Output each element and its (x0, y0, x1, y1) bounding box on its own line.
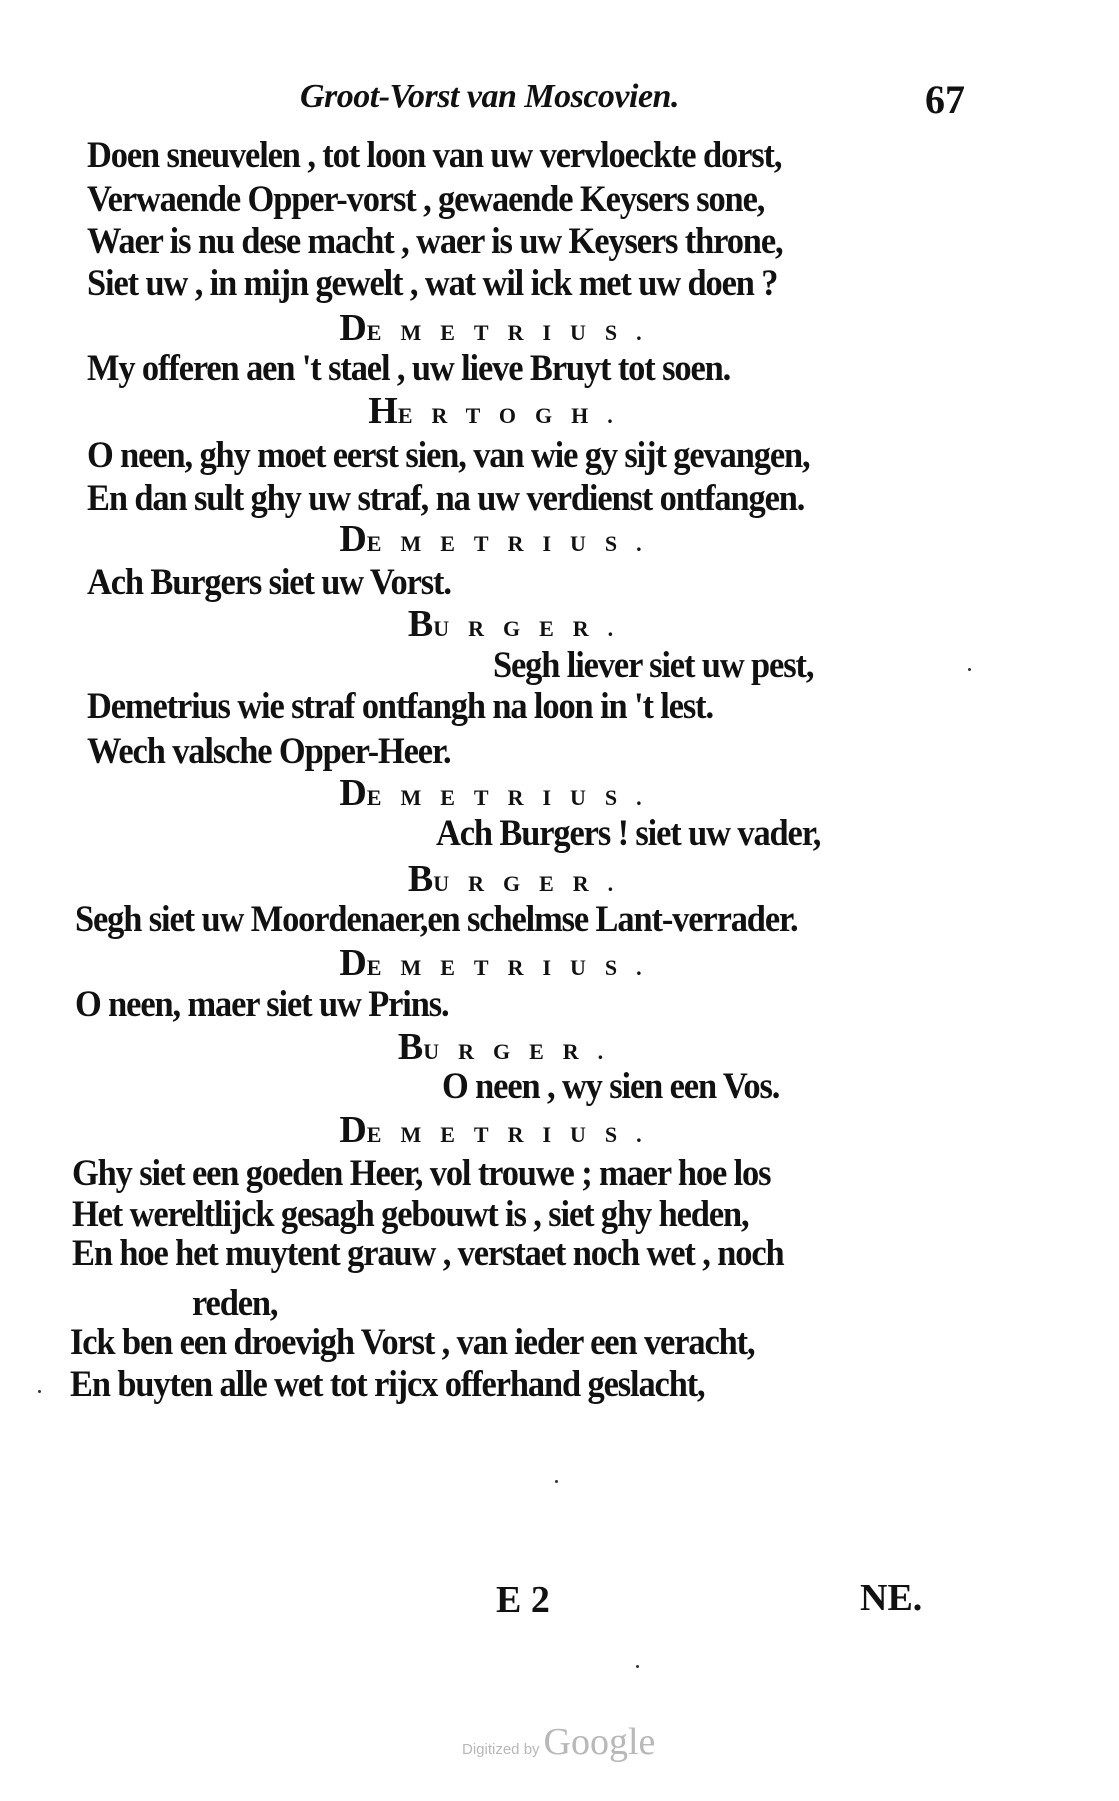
speaker-initial: H (368, 390, 398, 432)
verse-line: Het wereltlijck gesagh gebouwt is , siet ghy heden, (72, 1194, 749, 1235)
verse-line: Doen sneuvelen , tot loon van uw vervloeckte dorst, (87, 135, 782, 176)
speaker-initial: D (339, 307, 367, 349)
ink-speck (555, 1480, 558, 1483)
verse-line: En buyten alle wet tot rijcx offerhand geslacht, (70, 1364, 705, 1405)
verse-line: Segh liever siet uw pest, (493, 645, 814, 686)
speaker-heading (0, 1108, 1000, 1152)
verse-line: O neen, maer siet uw Prins. (75, 984, 449, 1025)
verse-line: Verwaende Opper-vorst , gewaende Keysers sone, (87, 179, 765, 220)
speaker-initial: B (407, 858, 434, 900)
speaker-rest: EMETRIUS. (366, 785, 661, 810)
verse-line: Ghy siet een goeden Heer, vol trouwe ; maer hoe los (72, 1153, 771, 1194)
watermark-small: Digitized by (462, 1741, 540, 1758)
speaker-heading (0, 389, 1000, 433)
speaker-initial: D (339, 518, 367, 560)
speaker-rest: URGER. (433, 871, 633, 896)
speaker-heading (20, 602, 1020, 646)
watermark-google: Google (543, 1721, 656, 1763)
speaker-heading (0, 306, 1000, 350)
speaker-initial: D (339, 942, 367, 984)
speaker-rest: EMETRIUS. (366, 531, 661, 556)
speaker-initial: B (397, 1026, 424, 1068)
speaker-rest: URGER. (433, 616, 633, 641)
speaker-heading (0, 771, 1000, 815)
speaker-rest: EMETRIUS. (366, 1122, 661, 1147)
speaker-rest: ERTOGH. (397, 403, 632, 428)
ink-speck (968, 668, 971, 671)
speaker-heading (0, 941, 1000, 985)
verse-line: O neen , wy sien een Vos. (442, 1066, 780, 1107)
verse-line: En hoe het muytent grauw , verstaet noch wet , noch (72, 1233, 784, 1274)
verse-line: Wech valsche Opper-Heer. (87, 731, 451, 772)
verse-line: En dan sult ghy uw straf, na uw verdienst ontfangen. (87, 478, 805, 519)
speaker-rest: URGER. (423, 1039, 623, 1064)
verse-line: reden, (192, 1283, 278, 1324)
verse-line: Segh siet uw Moordenaer,en schelmse Lant-verrader. (75, 899, 798, 940)
speaker-heading (0, 517, 1000, 561)
running-title: Groot-Vorst van Moscovien. (300, 78, 679, 115)
verse-line: Demetrius wie straf ontfangh na loon in 't lest. (87, 686, 714, 727)
speaker-heading (10, 1025, 1010, 1069)
verse-line: Waer is nu dese macht , waer is uw Keysers throne, (87, 221, 783, 262)
verse-line: My offeren aen 't stael , uw lieve Bruyt tot soen. (87, 348, 731, 389)
speaker-rest: EMETRIUS. (366, 320, 661, 345)
ink-speck (636, 1665, 639, 1668)
signature-mark: E 2 (496, 1579, 550, 1621)
verse-line: Ach Burgers siet uw Vorst. (87, 562, 451, 603)
catchword: NE. (860, 1577, 923, 1619)
speaker-initial: D (339, 772, 367, 814)
verse-line: O neen, ghy moet eerst sien, van wie gy sijt gevangen, (87, 435, 810, 476)
digitized-watermark (462, 1720, 655, 1764)
ink-speck (38, 1390, 41, 1393)
verse-line: Ick ben een droevigh Vorst , van ieder een veracht, (70, 1322, 755, 1363)
speaker-initial: B (407, 603, 434, 645)
speaker-heading (20, 857, 1020, 901)
page-number: 67 (925, 77, 965, 122)
verse-line: Siet uw , in mijn gewelt , wat wil ick met uw doen ? (87, 263, 778, 304)
verse-line: Ach Burgers ! siet uw vader, (436, 813, 821, 854)
speaker-initial: D (339, 1109, 367, 1151)
speaker-rest: EMETRIUS. (366, 955, 661, 980)
